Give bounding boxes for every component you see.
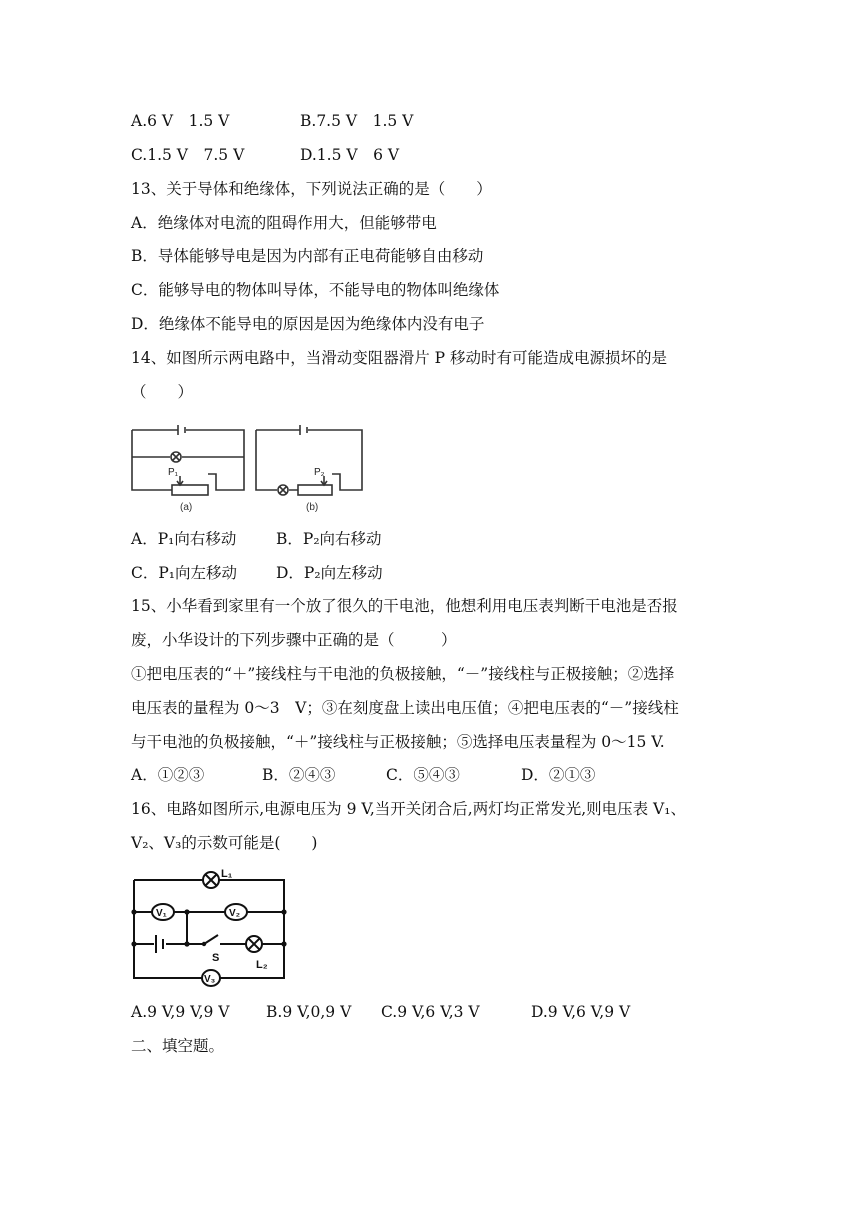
- q15-stem-line1: 15、小华看到家里有一个放了很久的干电池，他想利用电压表判断干电池是否报: [131, 597, 678, 615]
- q15-option-a: A．①②③: [131, 766, 205, 784]
- q16-circuit-figure: [128, 864, 293, 990]
- q15-body-line3: 与干电池的负极接触，“＋”接线柱与正极接触；⑤选择电压表量程为 0～15 V.: [131, 733, 665, 751]
- q13-option-d: D．绝缘体不能导电的原因是因为绝缘体内没有电子: [131, 315, 485, 333]
- q14-stem-line2: （ ）: [131, 383, 194, 401]
- q16-stem-line2: V₂、V₃的示数可能是( ): [131, 834, 318, 852]
- q15-stem-line2: 废，小华设计的下列步骤中正确的是（ ）: [131, 631, 457, 649]
- q14-circuit-figure: [128, 418, 368, 514]
- v2-label: V₂: [229, 908, 241, 919]
- q12-option-b: B.7.5 V 1.5 V: [300, 112, 414, 130]
- q12-option-d: D.1.5 V 6 V: [300, 146, 400, 164]
- q16-option-a: A.9 V,9 V,9 V: [131, 1003, 230, 1021]
- q13-option-b: B．导体能够导电是因为内部有正电荷能够自由移动: [131, 247, 484, 265]
- q16-stem-line1: 16、电路如图所示,电源电压为 9 V,当开关闭合后,两灯均正常发光,则电压表 V₁、: [131, 800, 686, 818]
- q13-stem: 13、关于导体和绝缘体，下列说法正确的是（ ）: [131, 180, 492, 198]
- q15-body-line1: ①把电压表的“＋”接线柱与干电池的负极接触，“－”接线柱与正极接触；②选择: [131, 665, 675, 683]
- section-2-title: 二、填空题。: [131, 1037, 225, 1055]
- q14-option-b: B．P₂向右移动: [276, 530, 382, 548]
- p1-label: P₁: [168, 467, 179, 478]
- q15-option-c: C．⑤④③: [386, 766, 460, 784]
- q12-option-a: A.6 V 1.5 V: [131, 112, 230, 130]
- figure-b-caption: (b): [306, 502, 319, 513]
- q14-stem-line1: 14、如图所示两电路中，当滑动变阻器滑片 P 移动时有可能造成电源损坏的是: [131, 349, 668, 367]
- q15-option-d: D．②①③: [521, 766, 596, 784]
- figure-a-caption: (a): [180, 502, 193, 513]
- q14-option-c: C．P₁向左移动: [131, 564, 238, 582]
- q14-option-d: D．P₂向左移动: [276, 564, 383, 582]
- q12-option-c: C.1.5 V 7.5 V: [131, 146, 245, 164]
- q14-option-a: A．P₁向右移动: [131, 530, 237, 548]
- q15-option-b: B．②④③: [262, 766, 336, 784]
- p2-label: P₂: [314, 467, 325, 478]
- l2-label: L₂: [256, 959, 268, 971]
- switch-label: S: [212, 952, 220, 964]
- q13-option-c: C．能够导电的物体叫导体，不能导电的物体叫绝缘体: [131, 281, 500, 299]
- l1-label: L₁: [221, 868, 233, 880]
- q15-body-line2: 电压表的量程为 0～3 V；③在刻度盘上读出电压值；④把电压表的“－”接线柱: [131, 699, 679, 717]
- q16-option-b: B.9 V,0,9 V: [266, 1003, 352, 1021]
- v3-label: V₃: [204, 974, 216, 985]
- v1-label: V₁: [156, 908, 167, 919]
- q16-option-c: C.9 V,6 V,3 V: [381, 1003, 480, 1021]
- q16-option-d: D.9 V,6 V,9 V: [531, 1003, 631, 1021]
- q13-option-a: A．绝缘体对电流的阻碍作用大，但能够带电: [131, 214, 437, 232]
